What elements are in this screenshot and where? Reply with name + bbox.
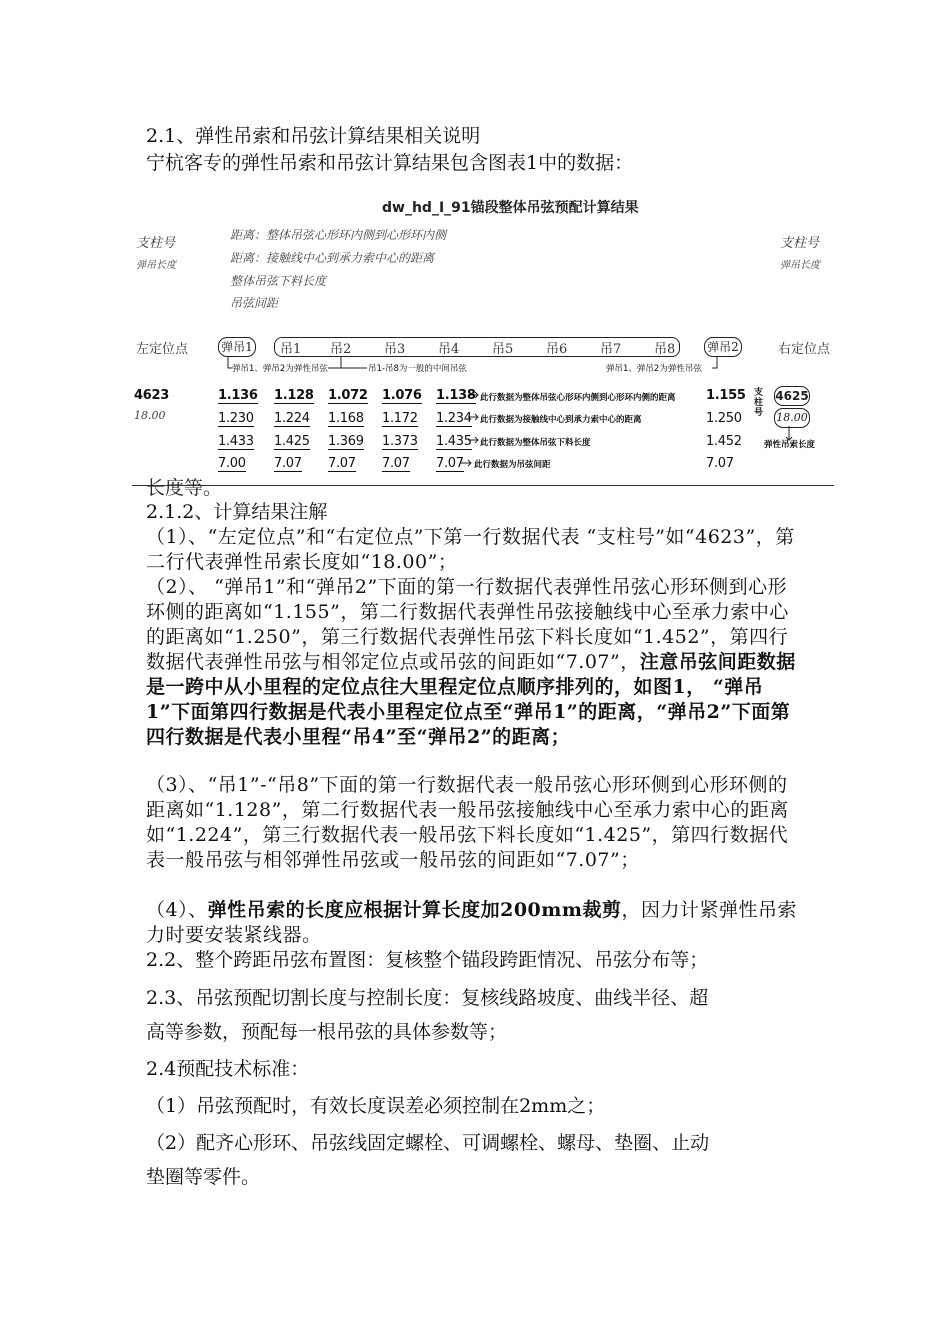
right-point-label: 右定位点 [778,342,831,357]
row4-note: 此行数据为吊弦间距 [474,460,551,470]
note-item-2-text: （2）、 “弹吊1”和“弹吊2”下面的第一行数据代表弹性吊弦心形环侧到心形环侧的距离如“1.155”，第二行数据代表弹性吊弦接触线中心至承力索中心的距离如“1.250”，第三行数据代表弹性吊弦下料长度如“1.452”，第四行数据代表弹性吊弦与相邻定位点或吊弦的间距如“7.07”， [146,576,789,673]
row2-value-5: 1.234 [436,411,472,426]
row1-note: 此行数据为整体吊弦心形环内侧到心形环内侧的距离 [480,393,676,403]
note-item-4-prefix: （4）、 [146,899,208,921]
left-elastic-length: 18.00 [134,409,166,422]
figure-title: dw_hd_I_91锚段整体吊弦预配计算结果 [382,200,639,216]
row3-value-2: 1.425 [274,434,310,449]
row2-value-4: 1.172 [382,411,418,426]
row4-value-5: 7.07 [436,456,464,471]
note-item-2-emphasis: 注意吊弦间距数据是一跨中从小里程的定位点往大里程定位点顺序排列的，如图1， “弹吊1”下面第四行数据是代表小里程定位点至“弹吊1”的距离，“弹吊2”下面第四行数据是代表小里程“吊4”至“弹吊2”的距离； [146,651,796,748]
standard-item-2-line-2: 垫圈等零件。 [146,1166,261,1188]
section-2-3-line-2: 高等参数，预配每一根吊弦的具体参数等； [146,1021,508,1043]
note-item-2 [146,575,806,750]
dropper-label-5: 吊5 [492,342,514,357]
right-pole-vertical-label: 支柱号 [754,388,764,418]
row3-note: 此行数据为整体吊弦下料长度 [480,438,591,448]
row1-value-3: 1.072 [328,388,368,403]
legend-line-1: 距离：整体吊弦心形环内侧到心形环内侧 [230,228,447,242]
oval-elastic-dropper-1: 弹吊1 [218,337,256,357]
right-elastic-length: 18.00 [774,408,810,428]
dropper-label-8: 吊8 [654,342,676,357]
brace-note-middle: 吊1-吊8为一般的中间吊弦 [368,364,467,374]
standard-item-2-line-1: （2）配齐心形环、吊弦线固定螺栓、可调螺栓、螺母、垫圈、止动 [146,1132,710,1154]
section-2-2: 2.2、整个跨距吊弦布置图：复核整个锚段跨距情况、吊弦分布等； [146,949,709,971]
row1-value-1: 1.136 [218,388,258,403]
left-point-label: 左定位点 [136,342,189,357]
legend-line-3: 整体吊弦下料长度 [230,274,327,288]
row4-value-3: 7.07 [328,456,356,471]
standard-item-1: （1）吊弦预配时，有效长度误差必须控制在2mm之； [146,1095,606,1117]
dropper-calculation-figure [132,194,834,486]
dropper-label-6: 吊6 [546,342,568,357]
row3-value-4: 1.373 [382,434,418,449]
brace-note-left: 弹吊1、弹吊2为弹性吊弦 [232,364,328,374]
row1-value-5: 1.138 [436,388,476,403]
row4-right-value: 7.07 [706,456,734,471]
right-length-note: 弹性吊索长度 [764,440,816,450]
note-item-3: （3）、“吊1”-“吊8”下面的第一行数据代表一般吊弦心形环侧到心形环侧的距离如“1.128”，第二行数据代表一般吊弦接触线中心至承力索中心的距离如“1.224”，第三行数据代表一般吊弦下料长度如“1.425”，第四行数据代表一般吊弦与相邻弹性吊弦或一般吊弦的间距如“7.07”； [146,774,789,871]
row1-value-2: 1.128 [274,388,314,403]
figure-bottom-border [132,485,834,486]
section-heading-2-1-2: 2.1.2、计算结果注解 [146,501,328,523]
note-item-4 [146,898,806,948]
note-item-4-rest: ，因力计紧弹性吊索力时要安装紧线器。 [146,899,797,946]
left-length-label: 弹吊长度 [136,260,176,271]
left-pole-number: 4623 [134,388,169,403]
row1-right-value: 1.155 [706,388,746,403]
section-2-3-line-1: 2.3、吊弦预配切割长度与控制长度：复核线路坡度、曲线半径、超 [146,987,709,1009]
oval-elastic-dropper-2: 弹吊2 [704,337,742,357]
row2-value-3: 1.168 [328,411,364,426]
row2-value-1: 1.230 [218,411,254,426]
dropper-label-1: 吊1 [280,342,302,357]
right-pole-number: 4625 [774,386,810,406]
right-length-label: 弹吊长度 [780,260,820,271]
cutoff-text-line: 长度等。 [146,477,223,499]
legend-line-4: 吊弦间距 [230,296,279,310]
section-2-4-heading: 2.4预配技术标准： [146,1058,310,1080]
brace-note-right: 弹吊1、弹吊2为弹性吊弦 [606,364,702,374]
row4-value-1: 7.00 [218,456,246,471]
dropper-label-3: 吊3 [384,342,406,357]
row2-note: 此行数据为接触线中心到承力索中心的距离 [480,415,642,425]
row3-right-value: 1.452 [706,434,742,449]
right-pole-label: 支柱号 [780,236,820,251]
row3-value-5: 1.435 [436,434,472,449]
row1-value-4: 1.076 [382,388,422,403]
row4-value-4: 7.07 [382,456,410,471]
row2-right-value: 1.250 [706,411,742,426]
row4-value-2: 7.07 [274,456,302,471]
row3-value-1: 1.433 [218,434,254,449]
row2-value-2: 1.224 [274,411,310,426]
intro-paragraph: 宁杭客专的弹性吊索和吊弦计算结果包含图表1中的数据： [146,152,634,174]
dropper-label-2: 吊2 [330,342,352,357]
dropper-label-4: 吊4 [438,342,460,357]
left-pole-label: 支柱号 [136,236,176,251]
row3-value-3: 1.369 [328,434,364,449]
note-item-1: （1）、“左定位点”和“右定位点”下第一行数据代表 “支柱号”如“4623”，第二行代表弹性吊索长度如“18.00”； [146,526,795,573]
legend-line-2: 距离：接触线中心到承力索中心的距离 [230,251,435,265]
section-heading-2-1: 2.1、弹性吊索和吊弦计算结果相关说明 [146,125,481,147]
note-item-4-emphasis: 弹性吊索的长度应根据计算长度加200mm裁剪 [207,899,622,921]
dropper-label-7: 吊7 [600,342,622,357]
